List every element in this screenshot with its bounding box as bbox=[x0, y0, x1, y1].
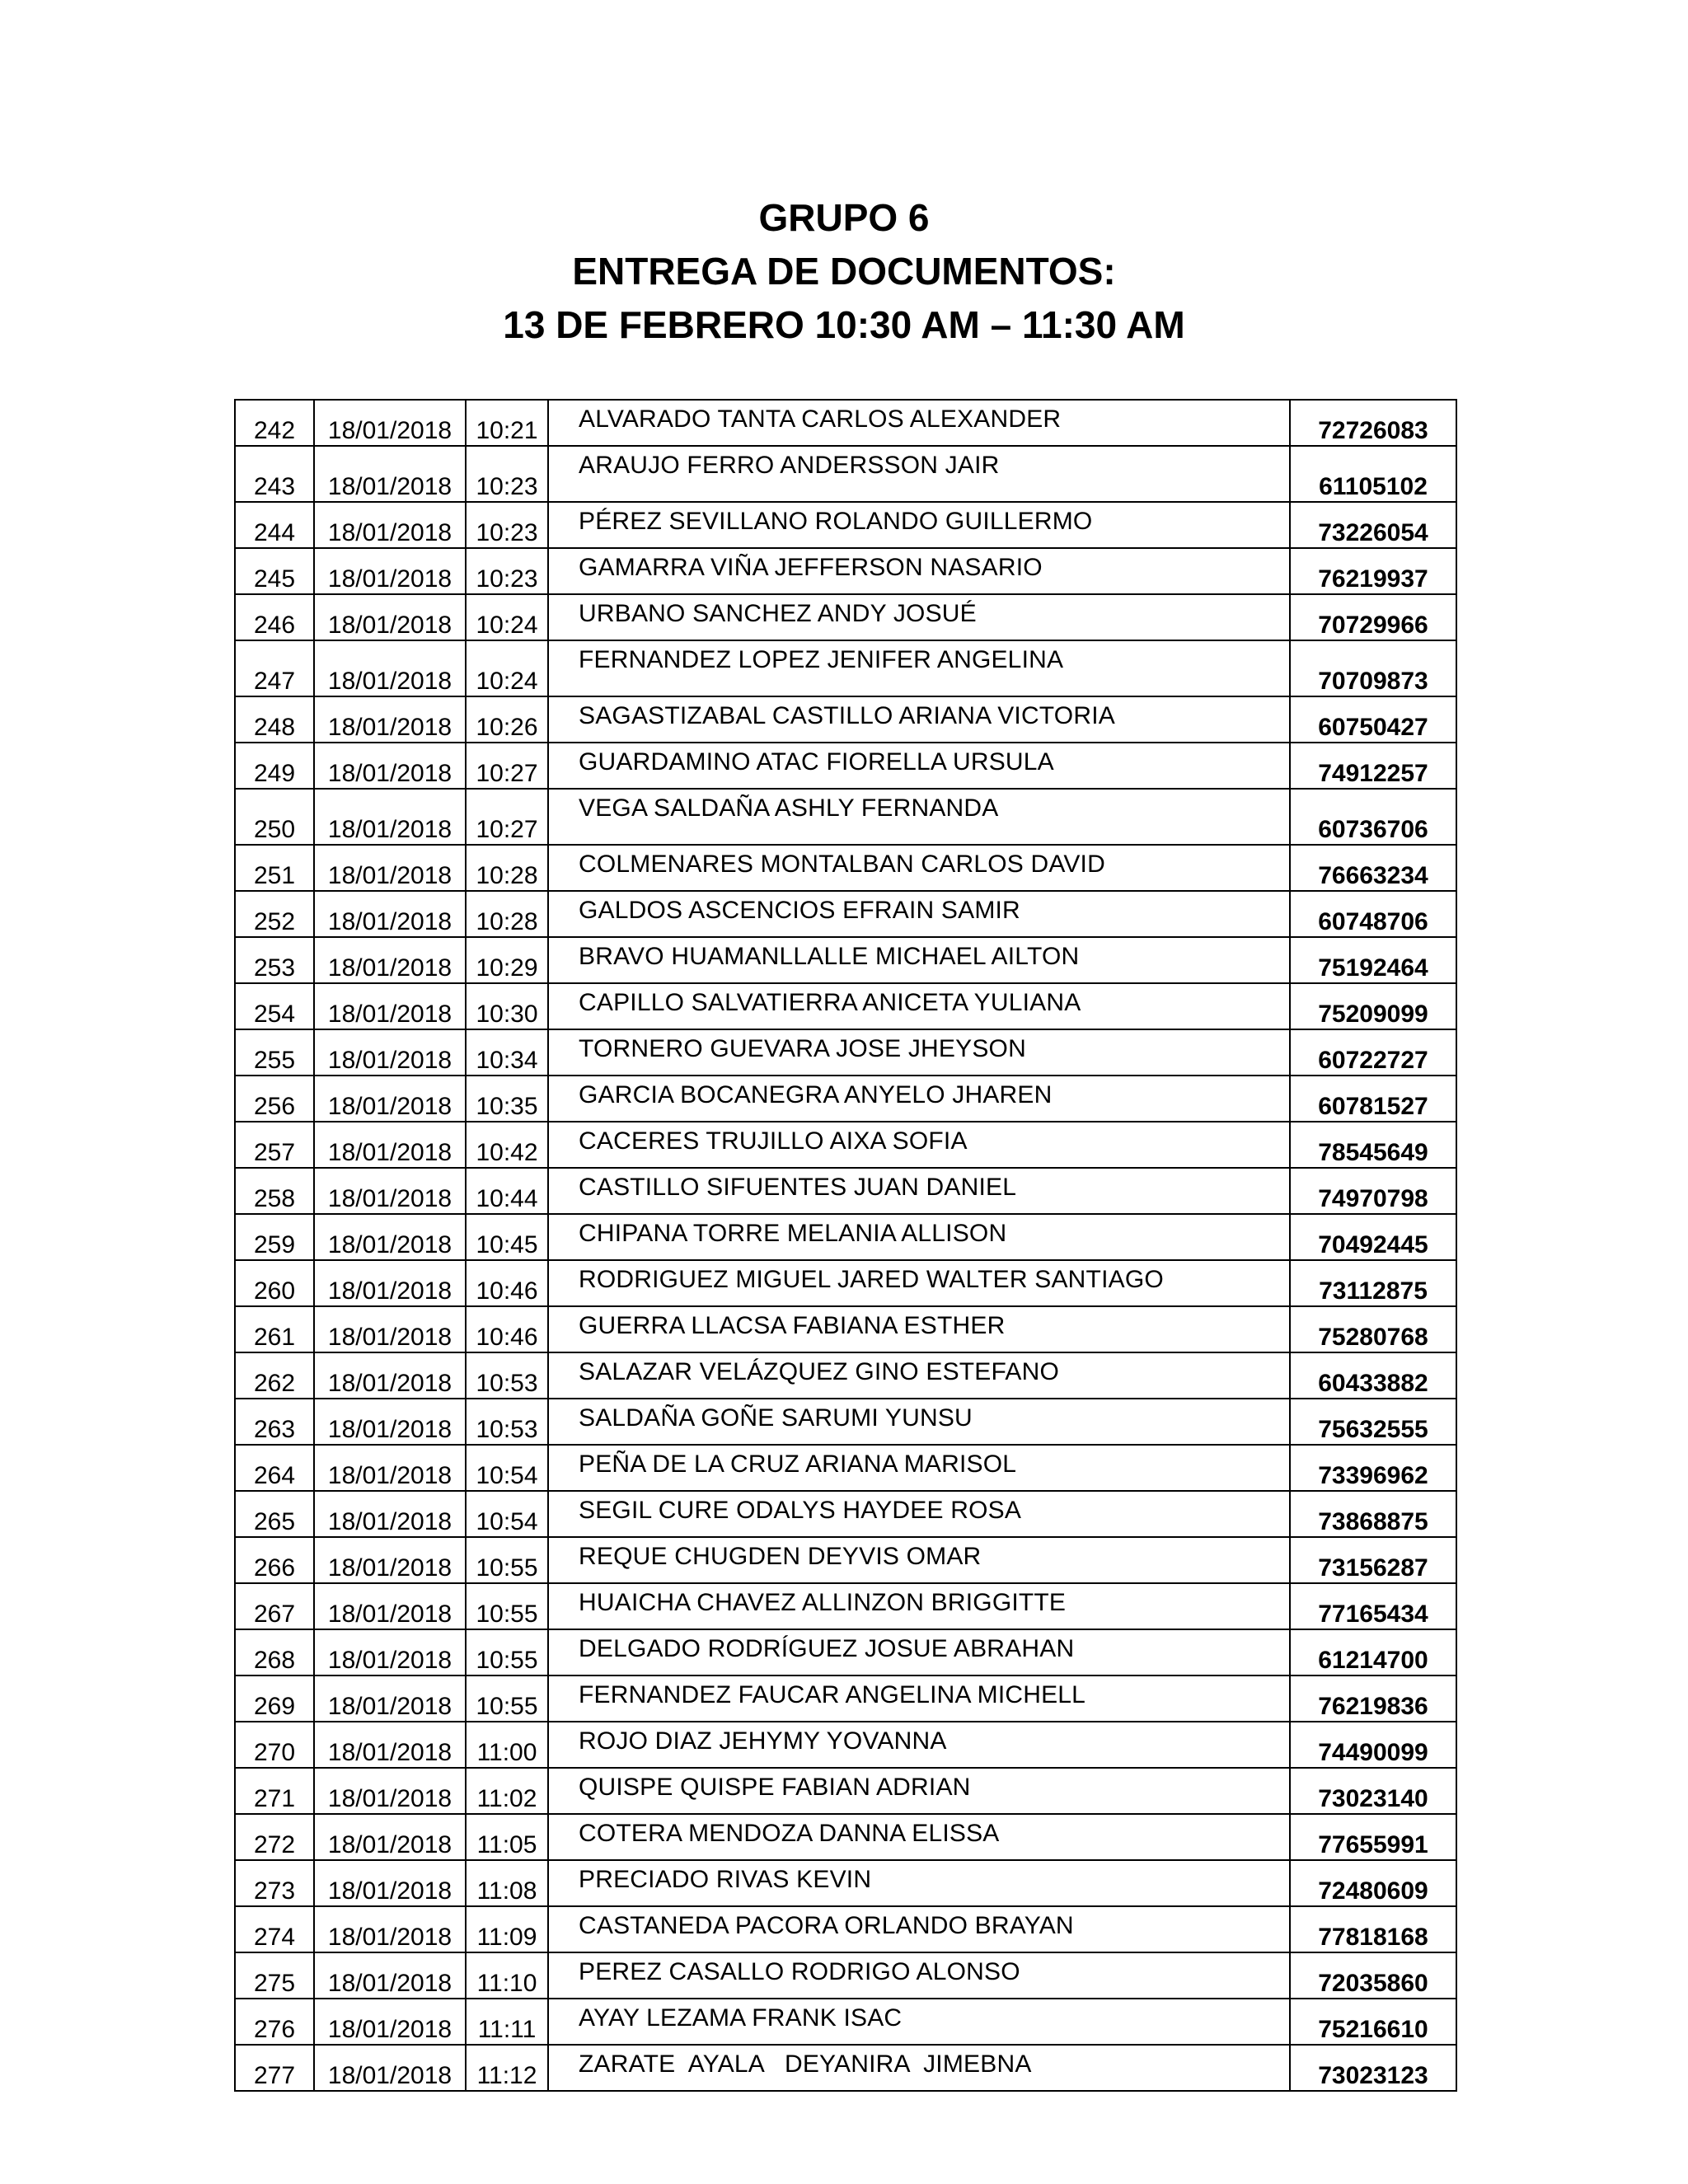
row-number: 250 bbox=[235, 789, 314, 845]
row-number: 245 bbox=[235, 548, 314, 594]
row-dni: 72726083 bbox=[1290, 400, 1456, 446]
row-number: 268 bbox=[235, 1629, 314, 1675]
row-date: 18/01/2018 bbox=[314, 1214, 466, 1260]
row-number: 244 bbox=[235, 502, 314, 548]
table-row bbox=[235, 1675, 1456, 1722]
row-time: 10:28 bbox=[466, 845, 548, 891]
row-date: 18/01/2018 bbox=[314, 1906, 466, 1952]
row-dni: 60781527 bbox=[1290, 1076, 1456, 1122]
row-time: 11:10 bbox=[466, 1952, 548, 1999]
row-date: 18/01/2018 bbox=[314, 983, 466, 1029]
row-dni: 77165434 bbox=[1290, 1583, 1456, 1629]
row-name: CACERES TRUJILLO AIXA SOFIA bbox=[548, 1122, 1290, 1168]
row-number: 273 bbox=[235, 1860, 314, 1906]
row-time: 10:42 bbox=[466, 1122, 548, 1168]
row-name: SALAZAR VELÁZQUEZ GINO ESTEFANO bbox=[548, 1352, 1290, 1399]
row-dni: 60748706 bbox=[1290, 891, 1456, 937]
row-dni: 73023140 bbox=[1290, 1768, 1456, 1814]
registration-table bbox=[234, 399, 1457, 2092]
table-row bbox=[235, 1860, 1456, 1906]
table-row bbox=[235, 1491, 1456, 1537]
table-row bbox=[235, 937, 1456, 983]
row-number: 267 bbox=[235, 1583, 314, 1629]
row-time: 10:53 bbox=[466, 1399, 548, 1445]
table-row bbox=[235, 696, 1456, 743]
row-time: 11:08 bbox=[466, 1860, 548, 1906]
row-name: PÉREZ SEVILLANO ROLANDO GUILLERMO bbox=[548, 502, 1290, 548]
row-time: 10:28 bbox=[466, 891, 548, 937]
row-date: 18/01/2018 bbox=[314, 1491, 466, 1537]
row-time: 11:12 bbox=[466, 2045, 548, 2091]
row-time: 10:27 bbox=[466, 789, 548, 845]
table-row bbox=[235, 1583, 1456, 1629]
row-number: 247 bbox=[235, 640, 314, 696]
row-date: 18/01/2018 bbox=[314, 2045, 466, 2091]
row-date: 18/01/2018 bbox=[314, 1399, 466, 1445]
row-time: 10:55 bbox=[466, 1629, 548, 1675]
row-name: GUERRA LLACSA FABIANA ESTHER bbox=[548, 1306, 1290, 1352]
row-time: 11:11 bbox=[466, 1999, 548, 2045]
row-date: 18/01/2018 bbox=[314, 1260, 466, 1306]
row-date: 18/01/2018 bbox=[314, 1168, 466, 1214]
table-row bbox=[235, 1906, 1456, 1952]
row-date: 18/01/2018 bbox=[314, 1445, 466, 1491]
row-dni: 70492445 bbox=[1290, 1214, 1456, 1260]
row-date: 18/01/2018 bbox=[314, 446, 466, 502]
row-name: GARCIA BOCANEGRA ANYELO JHAREN bbox=[548, 1076, 1290, 1122]
row-date: 18/01/2018 bbox=[314, 743, 466, 789]
row-dni: 77655991 bbox=[1290, 1814, 1456, 1860]
row-date: 18/01/2018 bbox=[314, 789, 466, 845]
table-row bbox=[235, 983, 1456, 1029]
row-dni: 73396962 bbox=[1290, 1445, 1456, 1491]
group-title: GRUPO 6 bbox=[758, 196, 930, 239]
table-row bbox=[235, 640, 1456, 696]
row-name: PEREZ CASALLO RODRIGO ALONSO bbox=[548, 1952, 1290, 1999]
row-number: 260 bbox=[235, 1260, 314, 1306]
table-row bbox=[235, 594, 1456, 640]
row-dni: 61214700 bbox=[1290, 1629, 1456, 1675]
row-name: AYAY LEZAMA FRANK ISAC bbox=[548, 1999, 1290, 2045]
row-number: 255 bbox=[235, 1029, 314, 1076]
table-row bbox=[235, 743, 1456, 789]
row-number: 269 bbox=[235, 1675, 314, 1722]
row-date: 18/01/2018 bbox=[314, 1722, 466, 1768]
row-date: 18/01/2018 bbox=[314, 1537, 466, 1583]
row-number: 246 bbox=[235, 594, 314, 640]
row-time: 10:53 bbox=[466, 1352, 548, 1399]
row-dni: 78545649 bbox=[1290, 1122, 1456, 1168]
row-dni: 60750427 bbox=[1290, 696, 1456, 743]
table-row bbox=[235, 1076, 1456, 1122]
row-date: 18/01/2018 bbox=[314, 400, 466, 446]
row-number: 251 bbox=[235, 845, 314, 891]
row-time: 10:46 bbox=[466, 1306, 548, 1352]
table-row bbox=[235, 400, 1456, 446]
row-name: URBANO SANCHEZ ANDY JOSUÉ bbox=[548, 594, 1290, 640]
row-dni: 75632555 bbox=[1290, 1399, 1456, 1445]
row-name: FERNANDEZ LOPEZ JENIFER ANGELINA bbox=[548, 640, 1290, 696]
row-dni: 70729966 bbox=[1290, 594, 1456, 640]
row-number: 256 bbox=[235, 1076, 314, 1122]
row-number: 272 bbox=[235, 1814, 314, 1860]
row-dni: 72480609 bbox=[1290, 1860, 1456, 1906]
table-row bbox=[235, 1768, 1456, 1814]
row-time: 10:55 bbox=[466, 1675, 548, 1722]
row-date: 18/01/2018 bbox=[314, 1860, 466, 1906]
row-number: 274 bbox=[235, 1906, 314, 1952]
row-dni: 60433882 bbox=[1290, 1352, 1456, 1399]
row-name: VEGA SALDAÑA ASHLY FERNANDA bbox=[548, 789, 1290, 845]
row-dni: 73868875 bbox=[1290, 1491, 1456, 1537]
registration-table-body bbox=[235, 400, 1456, 2091]
table-row bbox=[235, 891, 1456, 937]
row-number: 249 bbox=[235, 743, 314, 789]
row-date: 18/01/2018 bbox=[314, 937, 466, 983]
row-date: 18/01/2018 bbox=[314, 1352, 466, 1399]
table-row bbox=[235, 1260, 1456, 1306]
row-date: 18/01/2018 bbox=[314, 1629, 466, 1675]
row-time: 10:54 bbox=[466, 1491, 548, 1537]
table-row bbox=[235, 1122, 1456, 1168]
row-name: FERNANDEZ FAUCAR ANGELINA MICHELL bbox=[548, 1675, 1290, 1722]
row-time: 10:46 bbox=[466, 1260, 548, 1306]
row-dni: 60722727 bbox=[1290, 1029, 1456, 1076]
row-time: 11:02 bbox=[466, 1768, 548, 1814]
row-number: 265 bbox=[235, 1491, 314, 1537]
table-row bbox=[235, 1168, 1456, 1214]
row-name: ZARATE AYALA DEYANIRA JIMEBNA bbox=[548, 2045, 1290, 2091]
row-date: 18/01/2018 bbox=[314, 1076, 466, 1122]
table-row bbox=[235, 1306, 1456, 1352]
row-time: 10:29 bbox=[466, 937, 548, 983]
table-row bbox=[235, 502, 1456, 548]
row-number: 276 bbox=[235, 1999, 314, 2045]
row-number: 259 bbox=[235, 1214, 314, 1260]
row-time: 10:24 bbox=[466, 640, 548, 696]
row-name: GALDOS ASCENCIOS EFRAIN SAMIR bbox=[548, 891, 1290, 937]
document-title bbox=[0, 191, 1688, 352]
table-row bbox=[235, 1722, 1456, 1768]
row-date: 18/01/2018 bbox=[314, 1814, 466, 1860]
row-dni: 76219836 bbox=[1290, 1675, 1456, 1722]
row-name: COTERA MENDOZA DANNA ELISSA bbox=[548, 1814, 1290, 1860]
row-date: 18/01/2018 bbox=[314, 891, 466, 937]
row-number: 258 bbox=[235, 1168, 314, 1214]
table-row bbox=[235, 845, 1456, 891]
row-time: 10:45 bbox=[466, 1214, 548, 1260]
row-name: ARAUJO FERRO ANDERSSON JAIR bbox=[548, 446, 1290, 502]
row-number: 270 bbox=[235, 1722, 314, 1768]
row-date: 18/01/2018 bbox=[314, 1583, 466, 1629]
table-row bbox=[235, 1399, 1456, 1445]
row-number: 242 bbox=[235, 400, 314, 446]
row-date: 18/01/2018 bbox=[314, 594, 466, 640]
row-dni: 73226054 bbox=[1290, 502, 1456, 548]
row-name: CHIPANA TORRE MELANIA ALLISON bbox=[548, 1214, 1290, 1260]
row-dni: 75216610 bbox=[1290, 1999, 1456, 2045]
row-name: CASTANEDA PACORA ORLANDO BRAYAN bbox=[548, 1906, 1290, 1952]
row-time: 10:21 bbox=[466, 400, 548, 446]
row-name: BRAVO HUAMANLLALLE MICHAEL AILTON bbox=[548, 937, 1290, 983]
row-name: ROJO DIAZ JEHYMY YOVANNA bbox=[548, 1722, 1290, 1768]
row-time: 11:09 bbox=[466, 1906, 548, 1952]
row-date: 18/01/2018 bbox=[314, 1675, 466, 1722]
row-name: PRECIADO RIVAS KEVIN bbox=[548, 1860, 1290, 1906]
table-row bbox=[235, 1629, 1456, 1675]
row-number: 263 bbox=[235, 1399, 314, 1445]
row-time: 10:55 bbox=[466, 1583, 548, 1629]
row-dni: 74490099 bbox=[1290, 1722, 1456, 1768]
row-time: 10:23 bbox=[466, 548, 548, 594]
row-time: 10:23 bbox=[466, 502, 548, 548]
row-dni: 76663234 bbox=[1290, 845, 1456, 891]
row-dni: 61105102 bbox=[1290, 446, 1456, 502]
row-dni: 75209099 bbox=[1290, 983, 1456, 1029]
row-time: 10:55 bbox=[466, 1537, 548, 1583]
row-date: 18/01/2018 bbox=[314, 696, 466, 743]
table-row bbox=[235, 446, 1456, 502]
row-date: 18/01/2018 bbox=[314, 502, 466, 548]
row-dni: 73023123 bbox=[1290, 2045, 1456, 2091]
table-row bbox=[235, 548, 1456, 594]
row-dni: 70709873 bbox=[1290, 640, 1456, 696]
row-time: 10:26 bbox=[466, 696, 548, 743]
row-name: SEGIL CURE ODALYS HAYDEE ROSA bbox=[548, 1491, 1290, 1537]
row-name: GUARDAMINO ATAC FIORELLA URSULA bbox=[548, 743, 1290, 789]
row-name: CASTILLO SIFUENTES JUAN DANIEL bbox=[548, 1168, 1290, 1214]
row-name: QUISPE QUISPE FABIAN ADRIAN bbox=[548, 1768, 1290, 1814]
row-time: 10:54 bbox=[466, 1445, 548, 1491]
row-number: 275 bbox=[235, 1952, 314, 1999]
row-dni: 73156287 bbox=[1290, 1537, 1456, 1583]
row-dni: 60736706 bbox=[1290, 789, 1456, 845]
row-time: 11:00 bbox=[466, 1722, 548, 1768]
row-time: 10:30 bbox=[466, 983, 548, 1029]
row-time: 10:34 bbox=[466, 1029, 548, 1076]
row-dni: 75280768 bbox=[1290, 1306, 1456, 1352]
row-time: 10:44 bbox=[466, 1168, 548, 1214]
row-time: 10:24 bbox=[466, 594, 548, 640]
row-time: 10:23 bbox=[466, 446, 548, 502]
row-dni: 75192464 bbox=[1290, 937, 1456, 983]
row-dni: 76219937 bbox=[1290, 548, 1456, 594]
row-date: 18/01/2018 bbox=[314, 640, 466, 696]
row-date: 18/01/2018 bbox=[314, 548, 466, 594]
row-name: SALDAÑA GOÑE SARUMI YUNSU bbox=[548, 1399, 1290, 1445]
row-name: HUAICHA CHAVEZ ALLINZON BRIGGITTE bbox=[548, 1583, 1290, 1629]
row-name: PEÑA DE LA CRUZ ARIANA MARISOL bbox=[548, 1445, 1290, 1491]
table-row bbox=[235, 1952, 1456, 1999]
row-time: 10:35 bbox=[466, 1076, 548, 1122]
row-name: CAPILLO SALVATIERRA ANICETA YULIANA bbox=[548, 983, 1290, 1029]
row-dni: 74912257 bbox=[1290, 743, 1456, 789]
row-number: 243 bbox=[235, 446, 314, 502]
row-name: TORNERO GUEVARA JOSE JHEYSON bbox=[548, 1029, 1290, 1076]
row-date: 18/01/2018 bbox=[314, 1999, 466, 2045]
row-dni: 73112875 bbox=[1290, 1260, 1456, 1306]
row-name: GAMARRA VIÑA JEFFERSON NASARIO bbox=[548, 548, 1290, 594]
row-dni: 72035860 bbox=[1290, 1952, 1456, 1999]
row-time: 10:27 bbox=[466, 743, 548, 789]
row-date: 18/01/2018 bbox=[314, 1029, 466, 1076]
row-number: 261 bbox=[235, 1306, 314, 1352]
row-name: ALVARADO TANTA CARLOS ALEXANDER bbox=[548, 400, 1290, 446]
delivery-schedule: 13 DE FEBRERO 10:30 AM – 11:30 AM bbox=[503, 303, 1185, 346]
row-dni: 77818168 bbox=[1290, 1906, 1456, 1952]
row-name: SAGASTIZABAL CASTILLO ARIANA VICTORIA bbox=[548, 696, 1290, 743]
row-number: 257 bbox=[235, 1122, 314, 1168]
row-name: DELGADO RODRÍGUEZ JOSUE ABRAHAN bbox=[548, 1629, 1290, 1675]
row-number: 254 bbox=[235, 983, 314, 1029]
row-number: 271 bbox=[235, 1768, 314, 1814]
table-row bbox=[235, 1814, 1456, 1860]
row-number: 252 bbox=[235, 891, 314, 937]
row-name: RODRIGUEZ MIGUEL JARED WALTER SANTIAGO bbox=[548, 1260, 1290, 1306]
row-name: COLMENARES MONTALBAN CARLOS DAVID bbox=[548, 845, 1290, 891]
row-date: 18/01/2018 bbox=[314, 1952, 466, 1999]
row-date: 18/01/2018 bbox=[314, 1768, 466, 1814]
row-dni: 74970798 bbox=[1290, 1168, 1456, 1214]
table-row bbox=[235, 1445, 1456, 1491]
row-date: 18/01/2018 bbox=[314, 845, 466, 891]
row-number: 253 bbox=[235, 937, 314, 983]
row-number: 266 bbox=[235, 1537, 314, 1583]
row-date: 18/01/2018 bbox=[314, 1122, 466, 1168]
row-number: 277 bbox=[235, 2045, 314, 2091]
row-time: 11:05 bbox=[466, 1814, 548, 1860]
table-row bbox=[235, 789, 1456, 845]
row-number: 248 bbox=[235, 696, 314, 743]
table-row bbox=[235, 2045, 1456, 2091]
table-row bbox=[235, 1537, 1456, 1583]
table-row bbox=[235, 1029, 1456, 1076]
row-date: 18/01/2018 bbox=[314, 1306, 466, 1352]
table-row bbox=[235, 1214, 1456, 1260]
row-name: REQUE CHUGDEN DEYVIS OMAR bbox=[548, 1537, 1290, 1583]
delivery-heading: ENTREGA DE DOCUMENTOS: bbox=[572, 250, 1116, 293]
row-number: 262 bbox=[235, 1352, 314, 1399]
row-number: 264 bbox=[235, 1445, 314, 1491]
table-row bbox=[235, 1999, 1456, 2045]
table-row bbox=[235, 1352, 1456, 1399]
